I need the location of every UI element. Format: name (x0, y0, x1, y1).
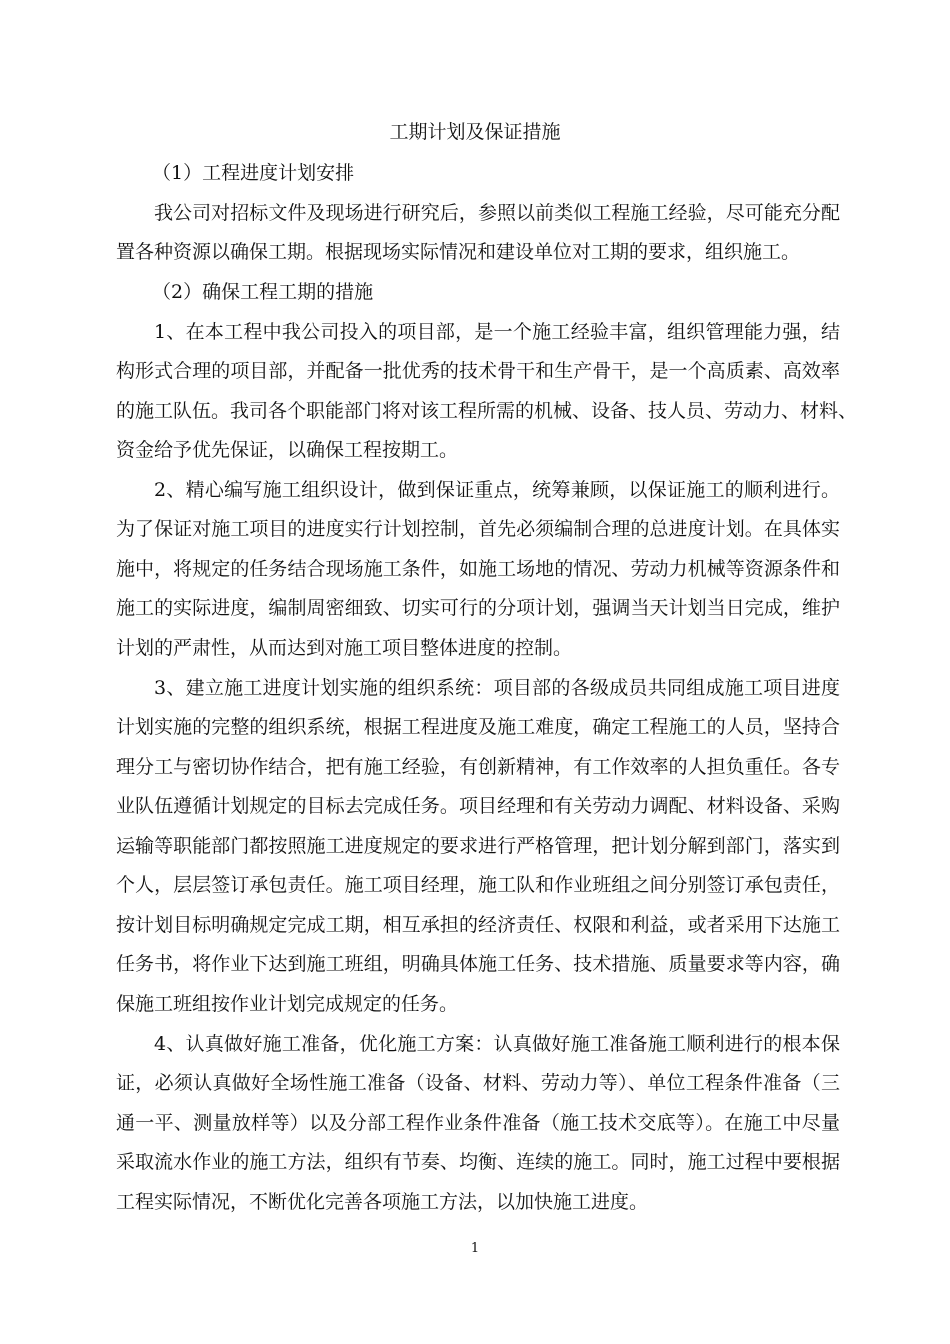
paragraph-line: 置各种资源以确保工期。根据现场实际情况和建设单位对工期的要求，组织施工。 (116, 241, 801, 263)
paragraph-line: 理分工与密切协作结合，把有施工经验，有创新精神，有工作效率的人担负重任。各专 (116, 756, 840, 778)
paragraph-line: 个人，层层签订承包责任。施工项目经理，施工队和作业班组之间分别签订承包责任， (116, 874, 840, 896)
paragraph-line: 运输等职能部门都按照施工进度规定的要求进行严格管理，把计划分解到部门，落实到 (116, 835, 840, 857)
paragraph-line: 的施工队伍。我司各个职能部门将对该工程所需的机械、设备、技人员、劳动力、材料、 (116, 400, 858, 422)
paragraph-line: 我公司对招标文件及现场进行研究后，参照以前类似工程施工经验，尽可能充分配 (154, 202, 840, 224)
section-heading-schedule: （1）工程进度计划安排 (152, 162, 355, 184)
paragraph-line: 计划实施的完整的组织系统，根据工程进度及施工难度，确定工程施工的人员，坚持合 (116, 716, 840, 738)
paragraph-line: 4、认真做好施工准备，优化施工方案：认真做好施工准备施工顺利进行的根本保 (154, 1033, 840, 1055)
paragraph-line: 业队伍遵循计划规定的目标去完成任务。项目经理和有关劳动力调配、材料设备、采购 (116, 795, 840, 817)
paragraph-line: 通一平、测量放样等）以及分部工程作业条件准备（施工技术交底等）。在施工中尽量 (116, 1112, 840, 1134)
paragraph-line: 施中，将规定的任务结合现场施工条件，如施工场地的情况、劳动力机械等资源条件和 (116, 558, 840, 580)
paragraph-line: 3、建立施工进度计划实施的组织系统：项目部的各级成员共同组成施工项目进度 (154, 677, 840, 699)
paragraph-line: 1、在本工程中我公司投入的项目部，是一个施工经验丰富，组织管理能力强，结 (154, 321, 840, 343)
paragraph-line: 构形式合理的项目部，并配备一批优秀的技术骨干和生产骨干，是一个高质素、高效率 (116, 360, 840, 382)
paragraph-line: 为了保证对施工项目的进度实行计划控制，首先必须编制合理的总进度计划。在具体实 (116, 518, 840, 540)
paragraph-line: 施工的实际进度，编制周密细致、切实可行的分项计划，强调当天计划当日完成，维护 (116, 597, 840, 619)
paragraph-line: 保施工班组按作业计划完成规定的任务。 (116, 993, 459, 1015)
page-number: 1 (470, 1241, 480, 1256)
paragraph-line: 2、精心编写施工组织设计，做到保证重点，统筹兼顾，以保证施工的顺利进行。 (154, 479, 840, 501)
paragraph-line: 工程实际情况，不断优化完善各项施工方法，以加快施工进度。 (116, 1191, 649, 1213)
paragraph-line: 资金给予优先保证，以确保工程按期工。 (116, 439, 459, 461)
paragraph-line: 按计划目标明确规定完成工期，相互承担的经济责任、权限和利益，或者采用下达施工 (116, 914, 840, 936)
paragraph-line: 采取流水作业的施工方法，组织有节奏、均衡、连续的施工。同时，施工过程中要根据 (116, 1151, 840, 1173)
section-heading-measures: （2）确保工程工期的措施 (152, 281, 374, 303)
paragraph-line: 证，必须认真做好全场性施工准备（设备、材料、劳动力等）、单位工程条件准备（三 (116, 1072, 840, 1094)
paragraph-line: 任务书，将作业下达到施工班组，明确具体施工任务、技术措施、质量要求等内容，确 (116, 953, 840, 975)
paragraph-line: 计划的严肃性，从而达到对施工项目整体进度的控制。 (116, 637, 573, 659)
page-title: 工期计划及保证措施 (389, 121, 561, 143)
